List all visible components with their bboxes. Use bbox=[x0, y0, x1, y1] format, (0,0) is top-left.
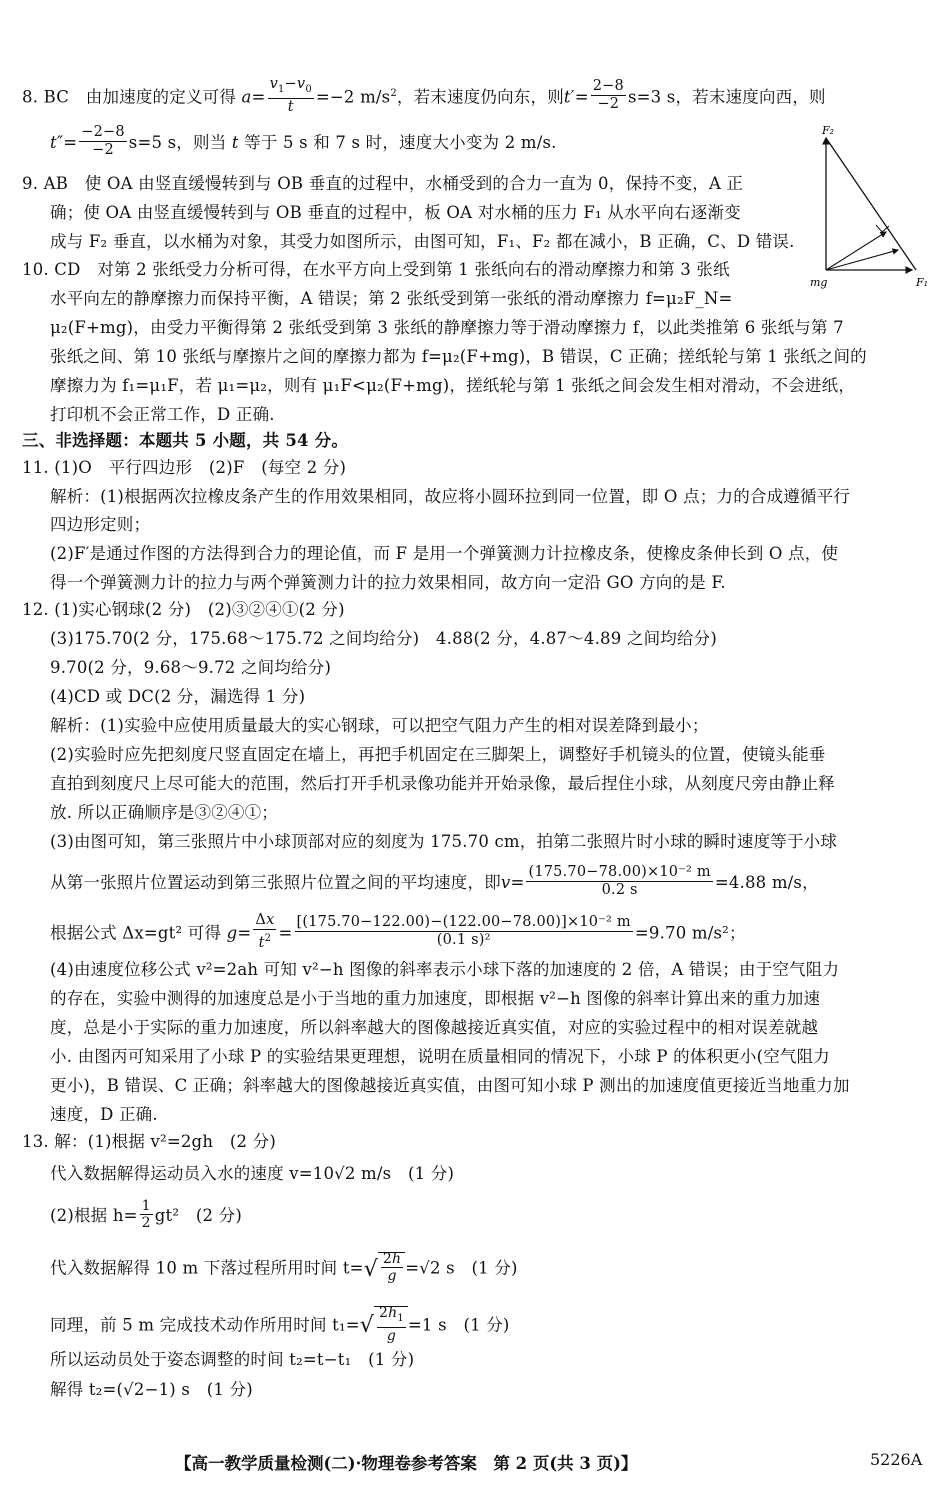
q12-line-14: 度，总是小于实际的重力加速度，所以斜率越大的图像越接近真实值，对应的实验过程中的相对误差就越 bbox=[50, 1018, 819, 1037]
q12-line-8: 放. 所以正确顺序是③②④①； bbox=[50, 803, 278, 822]
q10-line-5: 摩擦力为 f₁=μ₁F，若 μ₁=μ₂，则有 μ₁F<μ₂(F+mg)，搓纸轮与第 1 张纸之间会发生相对滑动，不会进纸， bbox=[50, 376, 856, 395]
q12-line-7: 直拍到刻度尺上尽可能大的范围，然后打开手机录像功能并开始录像，最后捏住小球，从刻度尺旁由静止释 bbox=[50, 774, 835, 793]
f1-intermediate-2 bbox=[826, 232, 886, 270]
q12-line-16: 更小)，B 错误、C 正确；斜率越大的图像越接近真实值，由图可知小球 P 测出的加速度值更接近当地重力加 bbox=[50, 1076, 850, 1095]
q9-line-1: 9. AB 使 OA 由竖直缓慢转到与 OB 垂直的过程中，水桶受到的合力一直为 0，保持不变，A 正 bbox=[22, 174, 744, 193]
q10-line-4: 张纸之间、第 10 张纸与摩擦片之间的摩擦力都为 f=μ₂(F+mg)，B 错误，C 正确；搓纸轮与第 1 张纸之间的 bbox=[50, 347, 867, 366]
q12-line-11: 根据公式 Δx=gt² 可得 g= $\frac{\Delta x}{t^2}$ = $\frac{\text{[(175.70−122.00)−(122.00−78.00)]×10⁻² m}}{\text{(0.1 s)²}}$ =9.70 m/s²； bbox=[50, 912, 746, 951]
q12-line-1: 12. (1)实心钢球(2 分) (2)③②④①(2 分) bbox=[22, 600, 345, 619]
section-3-heading: 三、非选择题：本题共 5 小题，共 54 分。 bbox=[22, 431, 349, 450]
f2-f1-hypotenuse bbox=[826, 138, 916, 270]
q13-line-2: 代入数据解得运动员入水的速度 v=10√2 m/s (1 分) bbox=[50, 1164, 455, 1183]
f1-intermediate-1 bbox=[826, 250, 898, 270]
q11-line-3: 四边形定则； bbox=[50, 515, 151, 534]
q11-line-5: 得一个弹簧测力计的拉力与两个弹簧测力计的拉力效果相同，故方向一定沿 GO 方向的是 F. bbox=[50, 573, 726, 592]
q13-line-1: 13. 解：(1)根据 v²=2gh (2 分) bbox=[22, 1132, 276, 1151]
q12-line-9: (3)由图可知，第三张照片中小球顶部对应的刻度为 175.70 cm，拍第二张照片时小球的瞬时速度等于小球 bbox=[50, 832, 838, 851]
q8-line-1: 8. BC 由加速度的定义可得 a= $\frac{v_1-v_0}{t}$ =−2 $m/s^2$，若末速度仍向东，则t′= $\frac{2-8}{-2}$ s=3 s，若末速度向西，则 bbox=[22, 76, 826, 115]
q10-line-2: 水平向左的静摩擦力而保持平衡，A 错误；第 2 张纸受到第一张纸的滑动摩擦力 f=μ₂F_N= bbox=[50, 289, 733, 308]
force-diagram bbox=[808, 120, 933, 295]
q12-line-4: (4)CD 或 DC(2 分，漏选得 1 分) bbox=[50, 687, 306, 706]
q13-line-5: 同理，前 5 m 完成技术动作所用时间 t₁=√ $\frac{2h_1}{g}$ =1 s (1 分) bbox=[50, 1305, 510, 1344]
page-footer: 【高一教学质量检测(二)·物理卷参考答案 第 2 页(共 3 页)】 bbox=[175, 1454, 638, 1473]
q12-line-2: (3)175.70(2 分，175.68～175.72 之间均给分) 4.88(2 分，4.87～4.89 之间均给分) bbox=[50, 629, 718, 648]
mg-label: mg bbox=[810, 276, 828, 289]
q10-line-6: 打印机不会正常工作，D 正确. bbox=[50, 405, 275, 424]
q10-line-1: 10. CD 对第 2 张纸受力分析可得，在水平方向上受到第 1 张纸向右的滑动摩擦力和第 3 张纸 bbox=[22, 260, 730, 279]
q12-line-17: 速度，D 正确. bbox=[50, 1105, 158, 1124]
q12-line-13: 的存在，实验中测得的加速度总是小于当地的重力加速度，即根据 v²−h 图像的斜率计算出来的重力加速 bbox=[50, 989, 821, 1008]
q12-line-3: 9.70(2 分，9.68～9.72 之间均给分) bbox=[50, 658, 332, 677]
q12-line-15: 小. 由图丙可知采用了小球 P 的实验结果更理想，说明在质量相同的情况下，小球 P 的体积更小(空气阻力 bbox=[50, 1047, 831, 1066]
f1-label: F₁ bbox=[916, 276, 929, 289]
q13-line-3: (2)根据 h= $\frac{1}{2}$ gt² (2 分) bbox=[50, 1198, 243, 1231]
f2-label: F₂ bbox=[822, 124, 835, 137]
q9-line-3: 成与 F₂ 垂直，以水桶为对象，其受力如图所示，由图可知，F₁、F₂ 都在减小，B 正确，C、D 错误. bbox=[50, 232, 795, 251]
q13-line-7: 解得 t₂=(√2−1) s (1 分) bbox=[50, 1380, 253, 1399]
q8-line-2: t″= $\frac{-2-8}{-2}$ s=5 s，则当 t 等于 5 s 和 7 s 时，速度大小变为 2 m/s. bbox=[50, 124, 557, 158]
q12-line-6: (2)实验时应先把刻度尺竖直固定在墙上，再把手机固定在三脚架上，调整好手机镜头的位置，使镜头能垂 bbox=[50, 745, 826, 764]
document-code: 5226A bbox=[870, 1450, 923, 1469]
q12-line-10: 从第一张照片位置运动到第三张照片位置之间的平均速度，即v= $\frac{\text{(175.70−78.00)×10⁻² m}}{0.2 s}$ =4.88 m/s， bbox=[50, 864, 819, 898]
q9-line-2: 确；使 OA 由竖直缓慢转到与 OB 垂直的过程中，板 OA 对水桶的压力 F₁ 从水平向右逐渐变 bbox=[50, 203, 741, 222]
q12-line-12: (4)由速度位移公式 v²=2ah 可知 v²−h 图像的斜率表示小球下落的加速度的 2 倍，A 错误；由于空气阻力 bbox=[50, 960, 840, 979]
q13-line-6: 所以运动员处于姿态调整的时间 t₂=t−t₁ (1 分) bbox=[50, 1350, 415, 1369]
q13-line-4: 代入数据解得 10 m 下落过程所用时间 t=√ $\frac{2h}{g}$ =√2 s (1 分) bbox=[50, 1251, 518, 1284]
q11-line-4: (2)F′是通过作图的方法得到合力的理论值，而 F 是用一个弹簧测力计拉橡皮条，使橡皮条伸长到 O 点，使 bbox=[50, 544, 839, 563]
q10-line-3: μ₂(F+mg)，由受力平衡得第 2 张纸受到第 3 张纸的静摩擦力等于滑动摩擦力 f，以此类推第 6 张纸与第 7 bbox=[50, 318, 844, 337]
q11-line-2: 解析：(1)根据两次拉橡皮条产生的作用效果相同，故应将小圆环拉到同一位置，即 O 点；力的合成遵循平行 bbox=[50, 487, 851, 506]
q12-line-5: 解析：(1)实验中应使用质量最大的实心钢球，可以把空气阻力产生的相对误差降到最小； bbox=[50, 716, 709, 735]
q11-line-1: 11. (1)O 平行四边形 (2)F (每空 2 分) bbox=[22, 458, 347, 477]
